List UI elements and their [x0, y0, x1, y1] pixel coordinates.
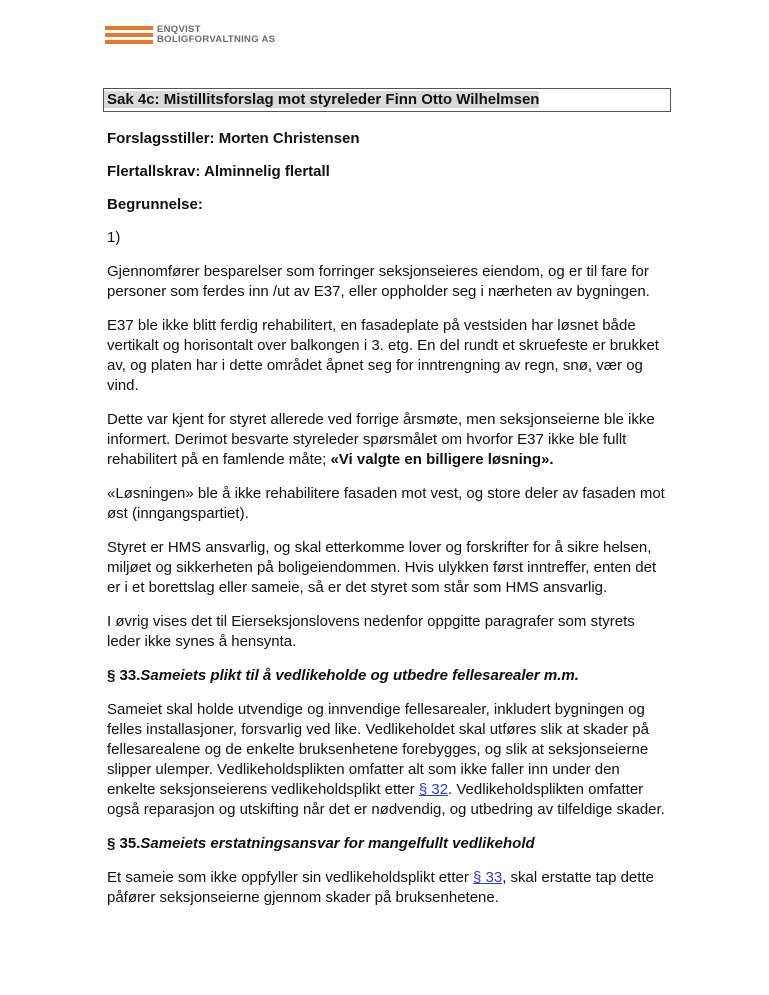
paragraph-5: Styret er HMS ansvarlig, og skal etterkomme lover og forskrifter for å sikre helsen, miljøet og sikkerheten på boligeiendommen. Hvis ulykken først inntreffer, enten det er i et borettslag eller sameie, så er det styret som står som HMS ansvarlig. [107, 539, 657, 596]
proposer-line: Forslagsstiller: Morten Christensen [107, 130, 360, 147]
section-35-text [107, 868, 669, 908]
document-body [107, 88, 669, 908]
section-32-link[interactable]: § 32 [418, 781, 449, 798]
paragraph-3-text: Dette var kjent for styret allerede ved forrige årsmøte, men seksjonseierne ble ikke informert. Derimot besvarte styreleder spørsmålet om hvorfor E37 ikke ble fullt rehabilitert på en famlende måte; [107, 411, 655, 468]
paragraph-4: «Løsningen» ble å ikke rehabilitere fasaden mot vest, og store deler av fasaden mot øst (inngangspartiet). [107, 485, 665, 522]
section-35-text-a: Et sameie som ikke oppfyller sin vedlikeholdsplikt etter [107, 869, 473, 886]
item-number: 1) [107, 229, 121, 246]
case-title [103, 88, 671, 112]
section-33-text-b: . Vedlikeholdsplikten omfatter også reparasjon og utskifting når det er nødvendig, og utbedring av tilfeldige skader. [107, 781, 665, 818]
section-33-heading [107, 666, 669, 686]
section-35-title: Sameiets erstatningsansvar for mangelfullt vedlikehold [140, 835, 535, 852]
paragraph-3 [107, 410, 669, 470]
paragraph-1: Gjennomfører besparelser som forringer seksjonseieres eiendom, og er til fare for personer som ferdes inn /ut av E37, eller oppholder seg i nærheten av bygningen. [107, 263, 650, 300]
logo-line-2: BOLIGFORVALTNING AS [157, 34, 276, 45]
logo-mark-icon [105, 26, 153, 44]
majority-line: Flertallskrav: Alminnelig flertall [107, 163, 330, 180]
section-33-text [107, 700, 669, 820]
section-33-number: § 33. [107, 667, 141, 684]
section-35-text-b: , skal erstatte tap dette påfører seksjonseierne gjennom skader på bruksenhetene. [107, 869, 654, 906]
section-33-text-a: Sameiet skal holde utvendige og innvendige fellesarealer, inkludert bygningen og felles installasjoner, forsvarlig ved like. Vedlikeholdet skal utføres slik at skader på fellesarealene og de enkelte bruksenhetene forebygges, og slik at seksjonseierne slipper ulemper. Vedlikeholdsplikten omfatter alt som ikke faller inn under den enkelte seksjonseierens vedlikeholdsplikt etter [107, 701, 649, 798]
logo-line-1: ENQVIST [157, 24, 201, 35]
section-33-title: Sameiets plikt til å vedlikeholde og utbedre fellesarealer m.m. [140, 667, 579, 684]
section-35-heading [107, 834, 669, 854]
paragraph-3-quote: «Vi valgte en billigere løsning». [330, 451, 554, 468]
section-33-link[interactable]: § 33 [473, 869, 503, 886]
paragraph-2: E37 ble ikke blitt ferdig rehabilitert, en fasadeplate på vestsiden har løsnet både vertikalt og horisontalt over balkongen i 3. etg. En del rundt et skruefeste er brukket av, og platen har i dette området åpnet seg for inntrengning av regn, snø, vær og vind. [107, 317, 659, 394]
reasoning-heading: Begrunnelse: [107, 196, 203, 213]
case-title-text: Sak 4c: Mistillitsforslag mot styreleder Finn Otto Wilhelmsen [104, 91, 539, 108]
section-35-number: § 35. [107, 835, 141, 852]
paragraph-6: I øvrig vises det til Eierseksjonslovens nedenfor oppgitte paragrafer som styrets leder ikke synes å hensynta. [107, 613, 635, 650]
logo-text [157, 25, 275, 45]
